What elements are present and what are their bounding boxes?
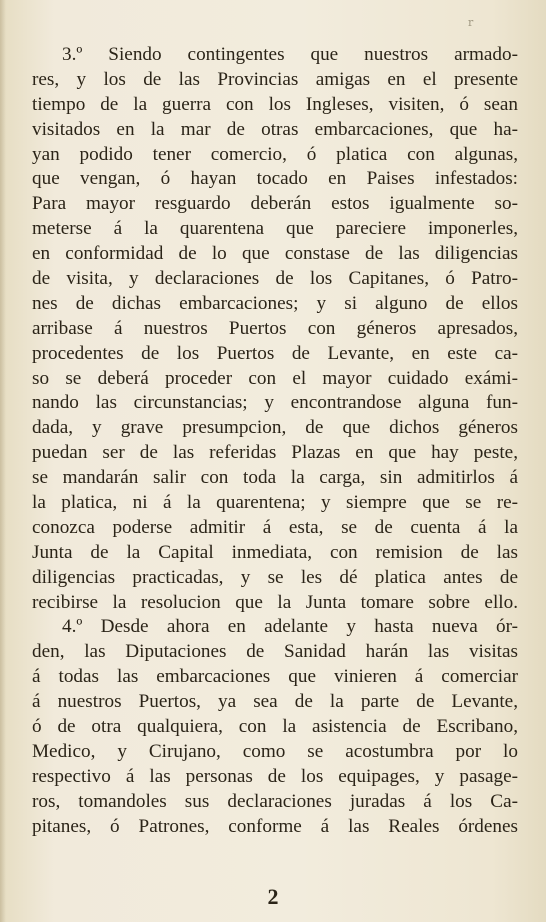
text-line: ó de otra qualquiera, con la asistencia de Escribano, bbox=[32, 716, 518, 738]
text-line: 4.º Desde ahora en adelante y hasta nueva ór- bbox=[62, 616, 518, 638]
text-line: se mandarán salir con toda la carga, sin admitirlos á bbox=[32, 467, 518, 489]
text-line: nando las circunstancias; y encontrandose alguna fun- bbox=[32, 392, 518, 414]
text-line: dada, y grave presumpcion, de que dichos géneros bbox=[32, 417, 518, 439]
text-line: puedan ser de las referidas Plazas en que hay peste, bbox=[32, 442, 518, 464]
text-line: tiempo de la guerra con los Ingleses, visiten, ó sean bbox=[32, 93, 518, 115]
text-line: 3.º Siendo contingentes que nuestros armado- bbox=[62, 44, 518, 65]
text-line: á nuestros Puertos, ya sea de la parte de Levante, bbox=[32, 691, 518, 713]
text-line: meterse á la quarentena que pareciere imponerles, bbox=[32, 218, 518, 240]
text-line: conozca poderse admitir á esta, se de cuenta á la bbox=[32, 516, 518, 538]
text-line: Para mayor resguardo deberán estos igualmente so- bbox=[32, 193, 518, 215]
text-line: den, las Diputaciones de Sanidad harán las visitas bbox=[32, 641, 518, 663]
text-line: ros, tomandoles sus declaraciones juradas á los Ca- bbox=[32, 790, 518, 812]
text-line: pitanes, ó Patrones, conforme á las Reales órdenes bbox=[32, 815, 518, 837]
text-line: yan podido tener comercio, ó platica con algunas, bbox=[32, 143, 518, 165]
text-line: res, y los de las Provincias amigas en el presente bbox=[32, 68, 518, 90]
text-line: que vengan, ó hayan tocado en Paises infestados: bbox=[32, 168, 518, 190]
text-line: la platica, ni á la quarentena; y siempre que se re- bbox=[32, 492, 518, 514]
text-line: procedentes de los Puertos de Levante, en este ca- bbox=[32, 342, 518, 364]
text-line: á todas las embarcaciones que vinieren á comerciar bbox=[32, 666, 518, 688]
text-line: respectivo á las personas de los equipages, y pasage- bbox=[32, 765, 518, 787]
text-line: nes de dichas embarcaciones; y si alguno de ellos bbox=[32, 292, 518, 314]
text-line: diligencias practicadas, y se les dé platica antes de bbox=[32, 566, 518, 588]
text-line: Medico, y Cirujano, como se acostumbra por lo bbox=[32, 740, 518, 762]
text-line: arribase á nuestros Puertos con géneros apresados, bbox=[32, 317, 518, 339]
corner-mark: r bbox=[468, 16, 474, 29]
page-number: 2 bbox=[267, 884, 279, 909]
text-line: so se deberá proceder con el mayor cuidado exámi- bbox=[32, 367, 518, 389]
body-text bbox=[32, 43, 518, 840]
text-line: visitados en la mar de otras embarcaciones, que ha- bbox=[32, 118, 518, 140]
page-edge-shadow bbox=[0, 0, 6, 922]
text-line: recibirse la resolucion que la Junta tomare sobre ello. bbox=[32, 591, 518, 613]
text-line: en conformidad de lo que constase de las diligencias bbox=[32, 243, 518, 265]
text-line: Junta de la Capital inmediata, con remision de las bbox=[32, 541, 518, 563]
text-line: de visita, y declaraciones de los Capitanes, ó Patro- bbox=[32, 268, 518, 290]
